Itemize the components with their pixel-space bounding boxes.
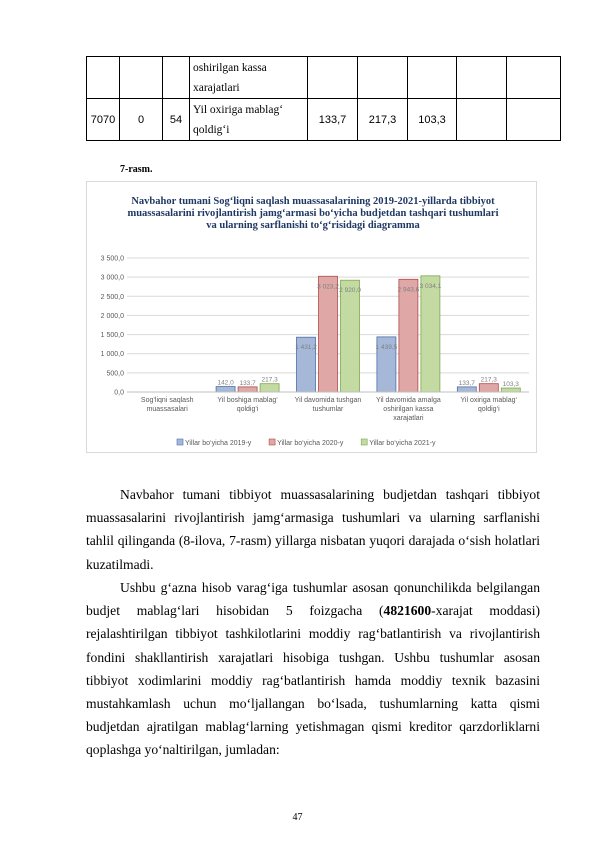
bar-chart [86, 181, 537, 453]
bar [421, 276, 440, 392]
table-cell: 54 [163, 99, 190, 141]
data-label: 133,7 [458, 379, 475, 387]
x-tick-label: Sog‘liqni saqlash muassasalari [140, 397, 194, 413]
bar [501, 388, 520, 392]
bar [457, 387, 476, 392]
table-cell-label: oshirilgan kassa xarajatlari [190, 57, 308, 99]
data-label: 217,3 [261, 376, 278, 384]
data-label: 142,0 [217, 379, 234, 387]
expense-code: 4821600 [383, 603, 432, 619]
table-cell-2021: 103,3 [408, 99, 457, 141]
table-cell: 0 [120, 99, 163, 141]
x-tick-label: Yil boshiga mablag‘ qoldig‘i [217, 397, 278, 413]
y-tick-label: 1 000,0 [100, 351, 124, 359]
table-cell-2020: 217,3 [358, 99, 408, 141]
legend-swatch [269, 439, 275, 445]
y-tick-label: 3 000,0 [100, 274, 124, 282]
data-label: 3 034,1 [419, 282, 442, 290]
legend-swatch [177, 439, 183, 445]
paragraph-1-text: Navbahor tumani tibbiyot muassasalarining budjetdan tashqari tibbiyot muassasalarini rivojlantirish jamg‘armasiga tushumlari va ularning sarflanishi tahlil qilinganda (8-ilova, 7-rasm) yillarga nisbatan yuqori darajada o‘sish holatlari kuzatilmadi. [86, 487, 540, 572]
data-label: 133,7 [239, 379, 256, 387]
bar [341, 280, 360, 392]
paragraph-2 [86, 576, 540, 762]
legend-swatch [361, 439, 367, 445]
y-tick-label: 2 500,0 [100, 293, 124, 301]
data-label: 217,3 [480, 376, 497, 384]
chart-title: Navbahor tumani Sog‘liqni saqlash muassasalarining 2019-2021-yillarda tibbiyot muassasalarini rivojlantirish jamg‘armasi bo‘yicha budjetdan tashqari tushumlari va ularning sarflanishi to‘g‘risidagi diagramma [127, 196, 499, 231]
table-cell-code: 7070 [87, 99, 120, 141]
data-label: 3 023,2 [317, 283, 339, 291]
bar [319, 276, 338, 392]
y-tick-label: 2 000,0 [100, 312, 124, 320]
y-tick-label: 3 500,0 [100, 255, 124, 263]
legend-label: Yillar bo‘yicha 2019-y [185, 440, 252, 447]
legend-label: Yillar bo‘yicha 2020-y [277, 440, 344, 447]
x-tick-label: Yil davomida amalga oshirilgan kassa xarajatlari [376, 397, 441, 422]
paragraph-2-text-a: Ushbu g‘azna hisob varag‘iga tushumlar asosan qonunchilikda belgilangan budjet mablag‘lari hisobidan 5 foizgacha ( [86, 580, 540, 619]
table-cell-label: Yil oxiriga mablag‘ qoldig‘i [190, 99, 308, 141]
figure-label: 7-rasm. [120, 164, 153, 175]
data-label: 1 439,5 [375, 343, 398, 351]
page-number: 47 [292, 812, 303, 823]
paragraph-1 [86, 483, 540, 576]
bar [216, 387, 235, 392]
chart-svg [87, 182, 538, 454]
bar [238, 387, 257, 392]
y-tick-label: 500,0 [106, 370, 124, 378]
table-cell-2019: 133,7 [308, 99, 358, 141]
y-tick-label: 1 500,0 [100, 332, 124, 340]
data-label: 2 943,6 [397, 286, 420, 294]
bar [479, 384, 498, 392]
bar [399, 279, 418, 392]
legend-label: Yillar bo‘yicha 2021-y [369, 440, 436, 447]
table-row [87, 99, 561, 141]
table-row [87, 57, 561, 99]
expense-table [86, 56, 561, 141]
data-label: 2 920,0 [339, 287, 361, 295]
x-tick-label: Yil oxiriga mablag‘ qoldig‘i [460, 397, 518, 413]
bar [260, 384, 279, 392]
x-tick-label: Yil davomida tushgan tushumlar [294, 397, 362, 413]
paragraph-2-text-b: -xarajat moddasi) rejalashtirilgan tibbiyot tashkilotlarini moddiy rag‘batlantirish va rivojlantirish fondini shakllantirish xarajatlari hisobiga tushgan. Ushbu tushumlar asosan tibbiyot xodimlarini moddiy rag‘batlantirish hamda moddiy texnik bazasini mustahkamlash uchun mo‘ljallangan bo‘lsada, tushumlarning katta qismi budjetdan ajratilgan mablag‘larning yetishmagan qismi kreditor qarzdorliklarni qoplashga yo‘naltirilgan, jumladan: [86, 603, 540, 758]
data-label: 1 431,2 [295, 344, 317, 352]
y-tick-label: 0,0 [114, 389, 124, 397]
data-label: 103,3 [502, 381, 519, 389]
